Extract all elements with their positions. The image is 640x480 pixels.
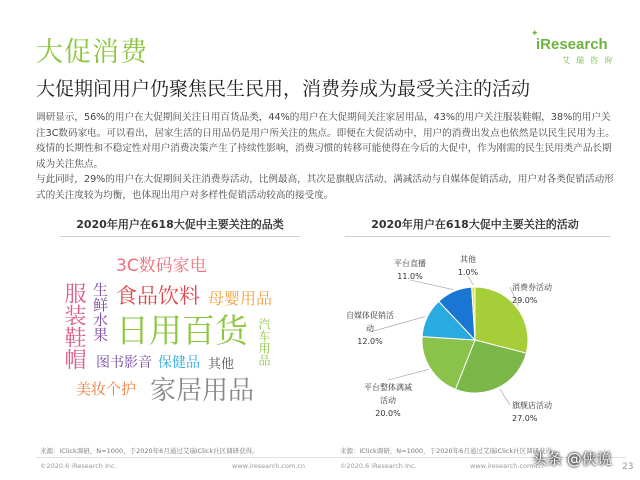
pie-slice-label: 平台直播 [394,259,426,268]
section-title: 大促消费 [36,37,148,68]
footer-copyright-right: ©2020.6 iResearch Inc. [340,462,417,470]
logo-wordmark: iResearch [536,36,608,53]
left-divider [60,236,300,237]
word-cloud-title: 2020年用户在618大促中主要关注的品类 [76,218,284,231]
pie-slice-value: 12.0% [357,337,383,346]
left-source-note: 来源：iClick调研，N=1000，于2020年6月通过艾瑞iClick社区调研获得。 [40,447,259,455]
watermark: 头条 @侠说 [532,450,612,468]
body-paragraph-1: 调研显示，56%的用户在大促期间关注日用百货品类，44%的用户在大促期间关注家居用品，43%的用户关注服装鞋帽，38%的用户关注3C数码家电。可以看出，居家生活的日用品仍是用户所关注的焦点。即便在大促活动中，用户的消费出发点也依然是以民生民用为主。疫情的长期性和不稳定性对用户消费决策产生了持续性影响，消费习惯的转移可能使得在今后的大促中，作为刚需的民生民用类产品长期成为关注焦点。 [36,112,615,170]
word-3c-digital: 3C数码家电 [116,256,207,276]
pie-slice-label: 动 [366,324,374,333]
pie-slice-label: 旗舰店活动 [512,401,552,410]
word-fresh-fruit: 生鲜水果 [91,282,109,342]
pie-chart [330,240,630,440]
word-food-beverage: 食品饮料 [116,284,200,308]
pie-slice-label: 其他 [460,255,476,264]
pie-slice-label: 自媒体促销活 [346,311,394,320]
pie-slice-value: 27.0% [512,414,538,423]
pie-slice-value: 20.0% [375,409,401,418]
word-maternal-baby: 母婴用品 [208,289,273,308]
iresearch-logo [531,29,628,70]
footer-url-right: www.iresearch.com.cn [470,462,544,470]
pie-chart-title: 2020年用户在618大促中主要关注的活动 [371,218,579,231]
page-number: 23 [622,462,634,472]
pie-leader-line [388,369,429,380]
pie-slice-label: 活动 [380,396,396,405]
word-apparel: 服装鞋帽 [61,282,86,370]
headline: 大促期间用户仍聚焦民生民用，消费券成为最受关注的活动 [36,78,531,100]
leaf-icon: ✦ [531,29,539,39]
right-source-note: 来源：iClick调研，N=1000，于2020年6月通过艾瑞iClick社区调研获得。 [340,447,559,455]
right-divider [345,236,610,237]
pie-slice-value: 1.0% [457,268,479,277]
word-auto-supplies: 汽车用品 [257,318,271,366]
pie-slice-label: 消费券活动 [512,283,552,292]
footer-url-left: www.iresearch.com.cn [232,462,306,470]
pie-leader-line [500,389,510,405]
word-books-media: 图书影音 [96,355,152,371]
logo-subtitle: 艾瑞咨询 [562,56,618,65]
body-text [36,110,616,203]
pie-slice-value: 29.0% [512,296,538,305]
pie-slice-label: 平台整体满减 [364,383,412,392]
word-home-goods: 家居用品 [150,376,255,406]
pie-leader-line [468,276,473,285]
body-paragraph-2: 与此同时，29%的用户在大促期间关注消费券活动，比例最高，其次是旗舰店活动、满减活动与自媒体促销活动，用户对各类促销活动形式的关注度较为均衡，也体现出用户对多样性促销活动较高的接受度。 [36,174,614,201]
pie-slice-value: 11.0% [397,272,423,281]
word-other: 其他 [208,357,235,372]
word-health-products: 保健品 [158,355,200,371]
footer-copyright-left: ©2020.6 iResearch Inc. [40,462,117,470]
word-daily-goods: 日用百货 [116,311,248,350]
word-beauty-care: 美妆个护 [76,380,137,398]
pie-leader-line [410,280,453,290]
